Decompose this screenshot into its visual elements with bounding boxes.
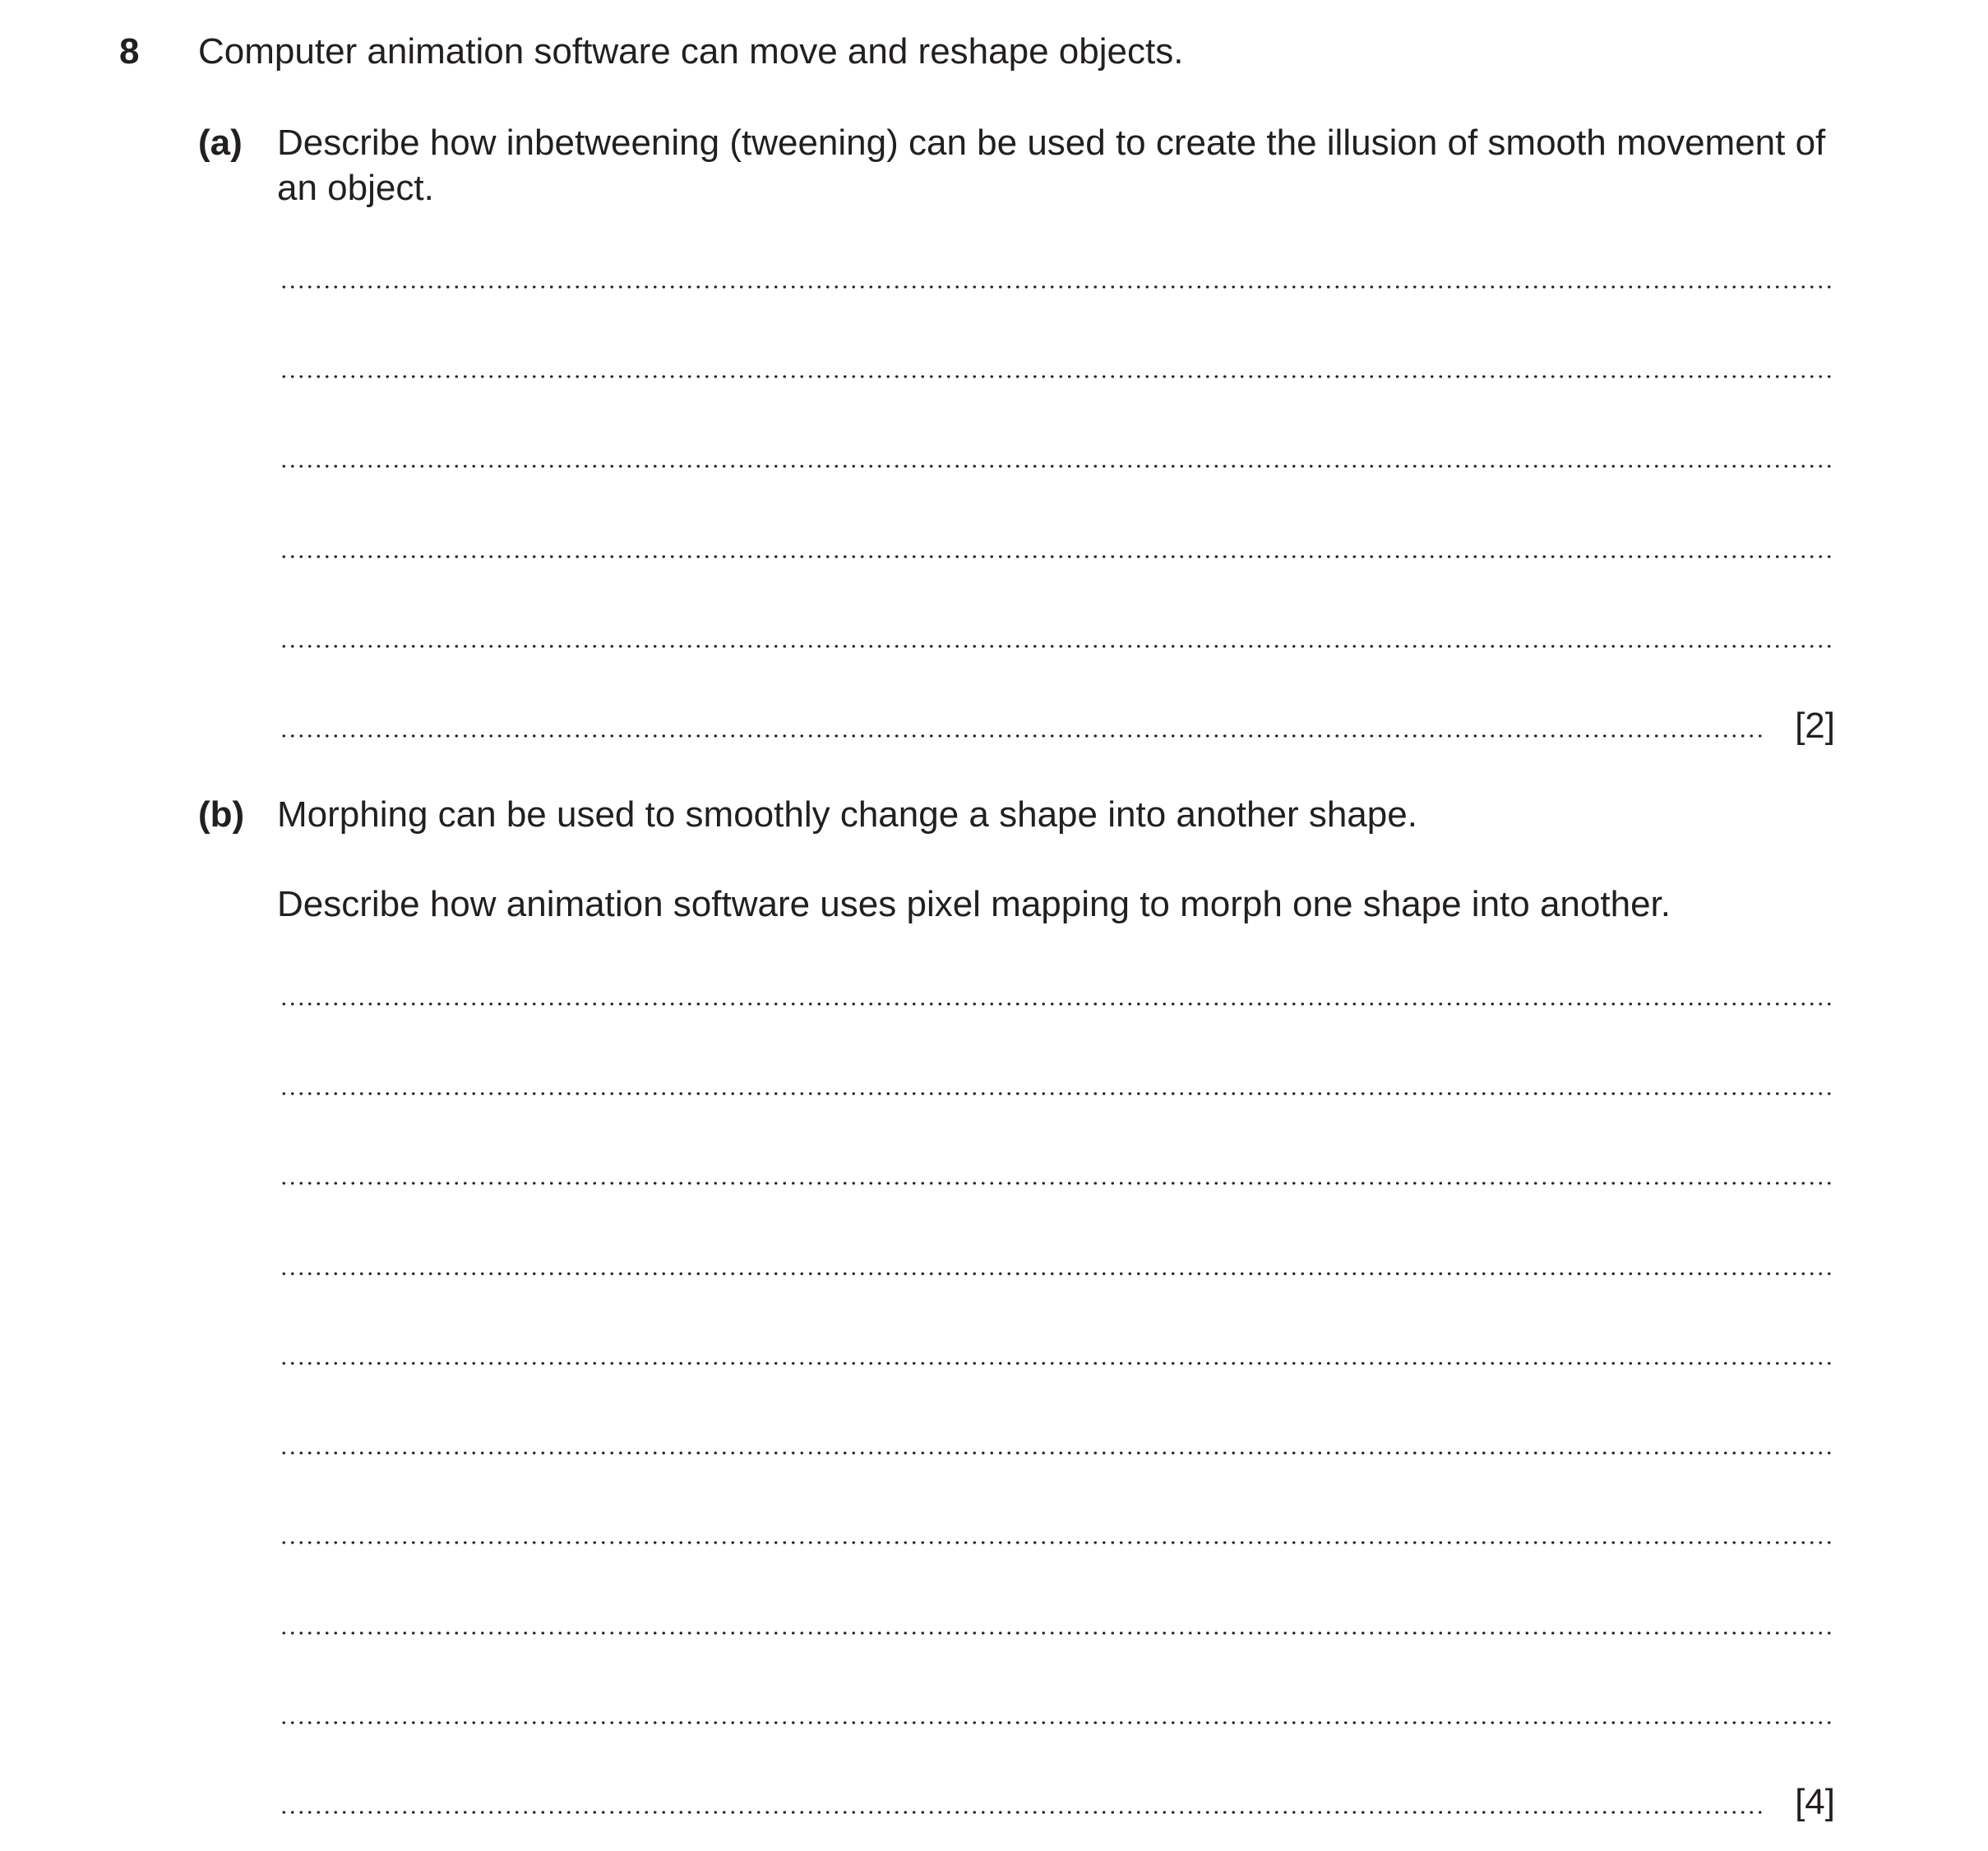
answer-line-a3[interactable] — [280, 465, 1833, 468]
part-b-marks: [4] — [1795, 1782, 1835, 1822]
part-a-question: Describe how inbetweening (tweening) can be used to create the illusion of smooth movement of an object. — [277, 123, 1826, 208]
answer-line-a5[interactable] — [280, 645, 1833, 648]
answer-line-b3[interactable] — [280, 1182, 1833, 1185]
answer-line-a1[interactable] — [280, 285, 1833, 289]
answer-line-b1[interactable] — [280, 1002, 1833, 1006]
answer-line-b9[interactable] — [280, 1721, 1833, 1724]
answer-line-b5[interactable] — [280, 1362, 1833, 1365]
question-number: 8 — [119, 31, 140, 72]
part-a-marks: [2] — [1795, 706, 1835, 746]
answer-line-b2[interactable] — [280, 1092, 1833, 1095]
part-a-label: (a) — [198, 123, 243, 163]
answer-line-b8[interactable] — [280, 1631, 1833, 1635]
answer-line-b7[interactable] — [280, 1541, 1833, 1544]
answer-line-b4[interactable] — [280, 1272, 1833, 1275]
answer-line-b6[interactable] — [280, 1451, 1833, 1455]
answer-line-a2[interactable] — [280, 375, 1833, 378]
question-stem: Computer animation software can move and reshape objects. — [198, 31, 1184, 72]
answer-line-a6[interactable] — [280, 734, 1766, 738]
part-b-label: (b) — [198, 794, 245, 835]
answer-line-b10[interactable] — [280, 1811, 1766, 1814]
answer-line-a4[interactable] — [280, 555, 1833, 558]
part-b-question: Describe how animation software uses pixel mapping to morph one shape into another. — [277, 884, 1671, 924]
part-b-intro: Morphing can be used to smoothly change a shape into another shape. — [277, 794, 1417, 835]
